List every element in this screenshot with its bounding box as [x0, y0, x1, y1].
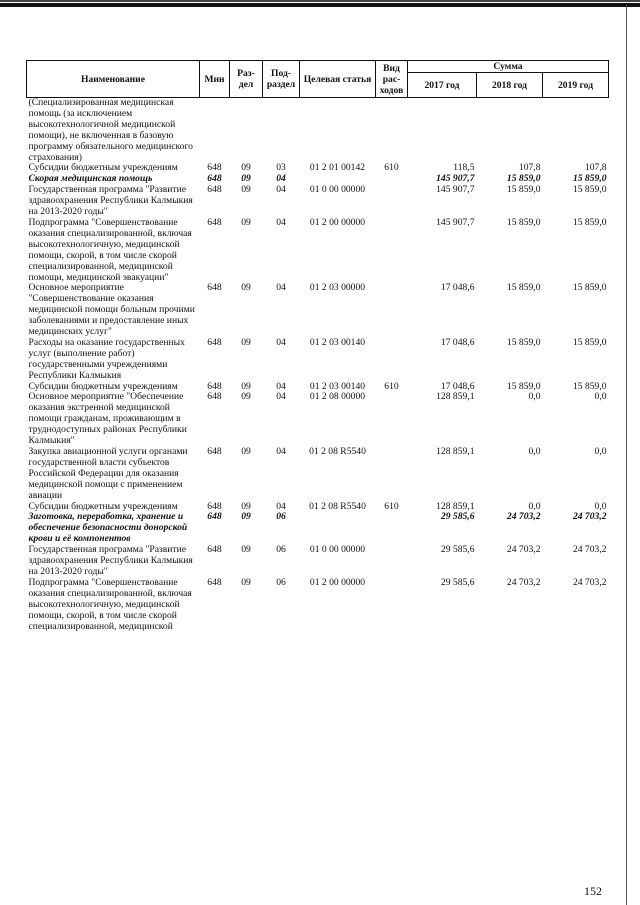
row-razdel: 09 — [241, 500, 251, 512]
row-sum-2017: 17 048,6 — [440, 380, 475, 392]
row-target: 01 2 03 00140 — [309, 336, 366, 348]
row-min: 648 — [207, 544, 222, 556]
row-min: 648 — [207, 216, 222, 228]
row-vid — [376, 338, 408, 382]
row-min: 648 — [207, 336, 222, 348]
row-vid — [376, 185, 408, 218]
table-header — [27, 61, 609, 98]
top-border-line — [0, 0, 640, 2]
row-sum-2018: 24 703,2 — [506, 511, 541, 523]
row-sum-2018: 15 859,0 — [506, 336, 541, 348]
row-vid — [376, 512, 408, 545]
row-sum-2019 — [543, 98, 609, 164]
row-vid — [376, 174, 408, 185]
row-target: 01 2 03 00000 — [309, 282, 366, 294]
row-min: 648 — [207, 500, 222, 512]
row-sum-2017 — [408, 98, 477, 164]
row-name: Подпрограмма "Совершенствование оказания специализированной, включая высокотехнологичную, медицинской помощи, скорой, в том числе скорой специализированной, медицинской — [28, 576, 192, 632]
row-podrazdel: 04 — [276, 173, 286, 185]
row-sum-2018: 0,0 — [528, 391, 541, 403]
row-podrazdel: 04 — [276, 380, 286, 392]
row-sum-2017: 29 585,6 — [440, 544, 475, 556]
row-sum-2019: 15 859,0 — [572, 173, 607, 185]
row-razdel: 09 — [241, 162, 251, 174]
row-sum-2018: 15 859,0 — [506, 216, 541, 228]
row-target: 01 0 00 00000 — [309, 184, 366, 196]
row-sum-2018: 0,0 — [528, 446, 541, 457]
row-min — [200, 98, 230, 164]
row-podrazdel: 04 — [276, 336, 286, 348]
row-podrazdel: 04 — [276, 216, 286, 228]
table-row — [27, 512, 609, 545]
row-razdel — [230, 98, 263, 164]
row-podrazdel: 04 — [276, 282, 286, 294]
row-target: 01 2 03 00140 — [309, 380, 366, 392]
row-vid — [376, 392, 408, 447]
row-podrazdel: 06 — [276, 511, 286, 523]
row-vid — [376, 283, 408, 338]
row-name: Основное мероприятие "Совершенствование оказания медицинской помощи больным прочими заболеваниями и предоставление иных медицинских услуг" — [28, 282, 195, 338]
row-name: Расходы на оказание государственных услуг (выполнение работ) государственными учреждениями Республики Калмыкия — [28, 336, 185, 381]
row-razdel: 09 — [241, 576, 251, 588]
row-vid: 610 — [384, 380, 399, 392]
row-podrazdel: 04 — [276, 500, 286, 512]
row-target: 01 2 00 00000 — [309, 576, 366, 588]
right-border-line — [626, 5, 627, 905]
row-razdel: 09 — [241, 511, 251, 523]
row-razdel: 09 — [241, 380, 251, 392]
col-header-razdel: Раз-дел — [230, 61, 263, 98]
row-sum-2019: 15 859,0 — [572, 216, 607, 228]
row-razdel: 09 — [241, 216, 251, 228]
row-razdel: 09 — [241, 336, 251, 348]
row-sum-2017: 29 585,6 — [440, 511, 475, 523]
row-sum-2019: 15 859,0 — [572, 184, 607, 196]
row-sum-2018: 15 859,0 — [506, 282, 541, 294]
row-vid — [376, 578, 408, 633]
row-sum-2019: 15 859,0 — [572, 282, 607, 294]
col-header-target: Целевая статья — [300, 61, 376, 98]
row-sum-2017: 17 048,6 — [440, 336, 475, 348]
row-vid: 610 — [384, 162, 399, 174]
row-min: 648 — [207, 446, 222, 457]
row-target — [300, 98, 376, 164]
row-sum-2018: 15 859,0 — [506, 173, 541, 185]
row-sum-2019: 15 859,0 — [572, 380, 607, 392]
row-razdel: 09 — [241, 282, 251, 294]
row-podrazdel: 06 — [276, 576, 286, 588]
row-sum-2018: 24 703,2 — [506, 544, 541, 556]
row-min: 648 — [207, 391, 222, 403]
row-razdel: 09 — [241, 173, 251, 185]
row-min: 648 — [207, 511, 222, 523]
row-sum-2019: 107,8 — [584, 162, 607, 174]
row-sum-2017: 17 048,6 — [440, 282, 475, 294]
row-razdel: 09 — [241, 446, 251, 457]
budget-table — [26, 60, 609, 632]
row-sum-2017: 145 907,7 — [436, 216, 475, 228]
row-min: 648 — [207, 184, 222, 196]
col-header-vid: Вид рас-ходов — [376, 61, 408, 98]
col-header-2018: 2018 год — [477, 73, 543, 98]
row-min: 648 — [207, 162, 222, 174]
table-row — [27, 392, 609, 447]
row-vid — [376, 545, 408, 578]
row-sum-2017: 128 859,1 — [436, 446, 475, 457]
row-name: Закупка авиационной услуги органами государственной власти субъектов Российской Федерации для оказания медицинской помощи с применением авиации — [28, 446, 188, 501]
row-name: Субсидии бюджетным учреждениям — [28, 500, 178, 512]
row-sum-2017: 29 585,6 — [440, 576, 475, 588]
row-sum-2019: 0,0 — [594, 391, 607, 403]
table-row — [27, 98, 609, 164]
row-razdel: 09 — [241, 544, 251, 556]
col-header-2019: 2019 год — [543, 73, 609, 98]
row-min: 648 — [207, 380, 222, 392]
row-sum-2017: 145 907,7 — [436, 173, 475, 185]
row-name: Подпрограмма "Совершенствование оказания специализированной, включая высокотехнологичную, медицинской помощи, скорой, в том числе скорой специализированной, медицинской помощи, медицинской эвакуации" — [28, 216, 192, 283]
row-name: Субсидии бюджетным учреждениям — [28, 380, 178, 392]
row-sum-2017: 145 907,7 — [436, 184, 475, 196]
row-target: 01 0 00 00000 — [309, 544, 366, 556]
col-header-min: Мин — [200, 61, 230, 98]
row-sum-2017: 118,5 — [453, 162, 475, 174]
row-sum-2019: 24 703,2 — [572, 544, 607, 556]
row-razdel: 09 — [241, 184, 251, 196]
table-row — [27, 578, 609, 633]
row-name: (Специализированная медицинская помощь (за исключением высокотехнологичной медицинской помощи), не включенная в базовую программу обязательного медицинского страхования) — [28, 97, 193, 163]
row-sum-2018: 24 703,2 — [506, 576, 541, 588]
row-vid: 610 — [384, 500, 399, 512]
row-target: 01 2 08 00000 — [309, 391, 366, 403]
row-podrazdel: 03 — [276, 162, 286, 174]
row-target: 01 2 08 R5540 — [309, 500, 366, 512]
row-target: 01 2 01 00142 — [309, 162, 366, 174]
row-target — [300, 512, 376, 545]
col-header-podrazdel: Под-раздел — [263, 61, 300, 98]
table-row — [27, 283, 609, 338]
row-sum-2019: 15 859,0 — [572, 336, 607, 348]
row-podrazdel: 04 — [276, 446, 286, 457]
page-number: 152 — [584, 884, 602, 898]
table-body — [27, 98, 609, 633]
row-name: Заготовка, переработка, хранение и обеспечение безопасности донорской крови и её компонентов — [28, 511, 188, 545]
row-target: 01 2 00 00000 — [309, 216, 366, 228]
table-row — [27, 185, 609, 218]
row-min: 648 — [207, 576, 222, 588]
table-row — [27, 545, 609, 578]
row-vid — [376, 447, 408, 502]
col-header-name: Наименование — [27, 61, 200, 98]
row-sum-2018: 15 859,0 — [506, 380, 541, 392]
row-podrazdel: 04 — [276, 391, 286, 403]
table-row — [27, 447, 609, 502]
row-sum-2018 — [477, 98, 543, 164]
row-sum-2019: 24 703,2 — [572, 511, 607, 523]
row-sum-2019: 24 703,2 — [572, 576, 607, 588]
row-vid — [376, 98, 408, 164]
row-podrazdel — [263, 98, 300, 164]
row-name: Государственная программа "Развитие здравоохранения Республики Калмыкия на 2013-2020 годы" — [28, 544, 193, 577]
row-sum-2017: 128 859,1 — [436, 391, 475, 403]
row-podrazdel: 06 — [276, 544, 286, 556]
row-name: Субсидии бюджетным учреждениям — [28, 162, 178, 174]
row-vid — [376, 218, 408, 283]
row-sum-2017: 128 859,1 — [436, 500, 475, 512]
row-sum-2018: 0,0 — [528, 500, 541, 512]
row-target: 01 2 08 R5540 — [309, 446, 366, 457]
table-row — [27, 338, 609, 382]
row-razdel: 09 — [241, 391, 251, 403]
top-border-line-thick — [0, 3, 640, 7]
row-min: 648 — [207, 173, 222, 185]
row-podrazdel: 04 — [276, 184, 286, 196]
table-row — [27, 218, 609, 283]
row-sum-2019: 0,0 — [594, 446, 607, 457]
row-name: Государственная программа "Развитие здравоохранения Республики Калмыкия на 2013-2020 годы" — [28, 184, 193, 218]
row-sum-2018: 15 859,0 — [506, 184, 541, 196]
row-name: Скорая медицинская помощь — [28, 173, 153, 185]
row-sum-2018: 107,8 — [518, 162, 541, 174]
row-sum-2019: 0,0 — [594, 500, 607, 512]
row-min: 648 — [207, 282, 222, 294]
row-name: Основное мероприятие "Обеспечение оказания экстренной медицинской помощи гражданам, проживающим в труднодоступных районах Республики Калмыкия" — [28, 391, 187, 447]
col-header-sum: Сумма — [408, 61, 609, 73]
col-header-2017: 2017 год — [408, 73, 477, 98]
